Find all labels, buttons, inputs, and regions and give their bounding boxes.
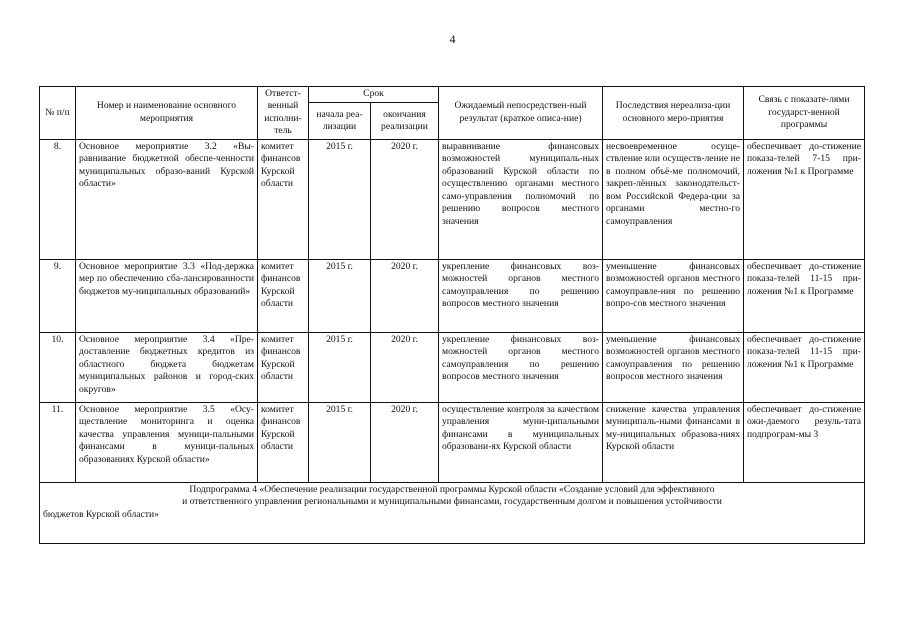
row-num: 8. (40, 139, 76, 259)
row-responsible: комитет финансов Курской области (258, 139, 309, 259)
row-end: 2020 г. (371, 259, 439, 332)
header-term: Срок (309, 87, 439, 103)
header-consequences: Последствия нереализа-ции основного меро-приятия (603, 87, 744, 140)
header-end: окончания реализации (371, 103, 439, 140)
row-consequences: уменьшение финансовых возможностей органов местного самоуправле-ния по решению вопро-сов местного значения (603, 259, 744, 332)
row-name: Основное мероприятие 3.3 «Под-держка мер по обеспечению сба-лансированности бюджетов му-ниципальных образований» (76, 259, 258, 332)
row-num: 10. (40, 332, 76, 402)
row-end: 2020 г. (371, 332, 439, 402)
row-consequences: снижение качества управления муниципаль-ными финансами в му-ниципальных образова-ниях Курской области (603, 402, 744, 482)
subprogram-title (40, 482, 865, 543)
row-name: Основное мероприятие 3.4 «Пре-доставление бюджетных кредитов из областного бюджета бюджетам муниципальных районов и город-ских округов» (76, 332, 258, 402)
subprogram-title-line-1: Подпрограмма 4 «Обеспечение реализации государственной программы Курской области «Создание условий для эффективного (189, 483, 715, 495)
header-name: Номер и наименование основного мероприятия (76, 87, 258, 140)
row-consequences: уменьшение финансовых возможностей органов местного самоуправления по решению вопросов местного значения (603, 332, 744, 402)
header-responsible: Ответст-венный исполни-тель (258, 87, 309, 140)
row-end: 2020 г. (371, 139, 439, 259)
row-result: выравнивание финансовых возможностей муниципаль-ных образований Курской области по осуществлению органами местного само-управления полномочий по решению вопросов местного значения (439, 139, 603, 259)
row-result: укрепление финансовых воз-можностей органов местного самоуправления по решению вопросов местного значения (439, 259, 603, 332)
header-link: Связь с показате-лями государст-венной программы (744, 87, 865, 140)
subprogram-title-line-3: бюджетов Курской области» (43, 508, 159, 520)
row-name: Основное мероприятие 3.5 «Осу-ществление мониторинга и оценка качества управления муници-пальными финансами в муници-пальных образованиях Курской области» (76, 402, 258, 482)
row-link: обеспечивает до-стижение показа-телей 7-15 при-ложения №1 к Программе (744, 139, 865, 259)
row-start: 2015 г. (309, 139, 371, 259)
row-responsible: комитет финансов Курской области (258, 402, 309, 482)
row-link: обеспечивает до-стижение ожи-даемого резуль-тата подпрограм-мы 3 (744, 402, 865, 482)
row-start: 2015 г. (309, 402, 371, 482)
row-link: обеспечивает до-стижение показа-телей 11-15 при-ложения №1 к Программе (744, 332, 865, 402)
subprogram-row (40, 482, 865, 543)
header-start: начала реа-лизации (309, 103, 371, 140)
page-number: 4 (449, 32, 456, 46)
table-row (40, 259, 865, 332)
subprogram-title-line-2: и ответственного управления региональными и муниципальными финансами, государственным долгом и повышения устойчивости (182, 496, 722, 508)
header-row (40, 87, 865, 103)
row-result: укрепление финансовых воз-можностей органов местного самоуправления по решению вопросов местного значения (439, 332, 603, 402)
row-result: осуществление контроля за качеством управления муни-ципальными финансами в муниципальных образовани-ях Курской области (439, 402, 603, 482)
row-responsible: комитет финансов Курской области (258, 332, 309, 402)
row-start: 2015 г. (309, 259, 371, 332)
row-num: 9. (40, 259, 76, 332)
row-responsible: комитет финансов Курской области (258, 259, 309, 332)
header-result: Ожидаемый непосредствен-ный результат (краткое описа-ние) (439, 87, 603, 140)
row-link: обеспечивает до-стижение показа-телей 11-15 при-ложения №1 к Программе (744, 259, 865, 332)
row-start: 2015 г. (309, 332, 371, 402)
row-name: Основное мероприятие 3.2 «Вы-равнивание бюджетной обеспе-ченности муниципальных образо-ваний Курской области» (76, 139, 258, 259)
table-row (40, 332, 865, 402)
row-end: 2020 г. (371, 402, 439, 482)
row-consequences: несвоевременное осуще-ствление или осуществ-ление не в полном объё-ме полномочий, закреп-лённых законодательст-вом Российской Федера-ции за органами местно-го самоуправления (603, 139, 744, 259)
measures-table (39, 86, 865, 544)
row-num: 11. (40, 402, 76, 482)
table-row (40, 402, 865, 482)
header-num: № п/п (40, 87, 76, 140)
table-row (40, 139, 865, 259)
